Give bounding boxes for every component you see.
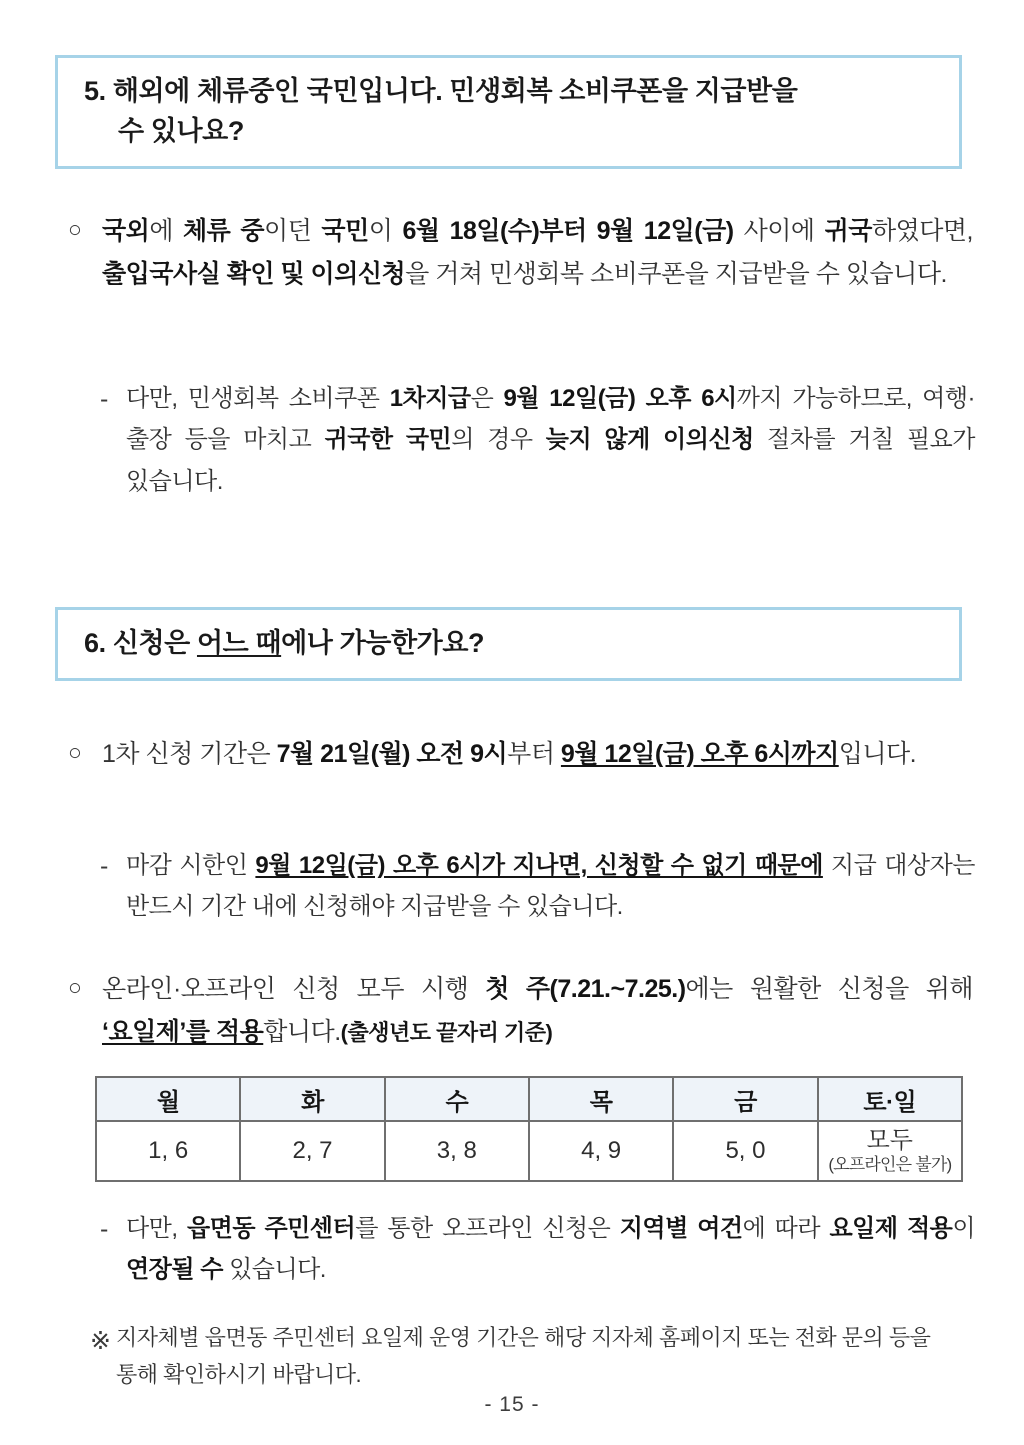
- cell-main-text: 모두: [866, 1127, 913, 1154]
- text-bold: 늦지 않게 이의신청: [545, 426, 754, 454]
- table-cell-fri: [673, 1121, 817, 1181]
- bullet-dash-marker: -: [100, 1215, 108, 1243]
- paragraph-application-period-body: [102, 733, 973, 776]
- text-bold-procedure: 출입국사실 확인 및 이의신청: [102, 260, 406, 288]
- text-plain: 이: [952, 1215, 975, 1242]
- paragraph-reference-note-body: 지자체별 읍면동 주민센터 요일제 운영 기간은 해당 지자체 홈페이지 또는 전화 문의 등을 통해 확인하시기 바랍니다.: [116, 1325, 931, 1387]
- table-row: [96, 1121, 962, 1181]
- cell-main-text: 5, 0: [725, 1137, 766, 1165]
- text-plain: 입니다.: [838, 740, 917, 768]
- weekday-schedule-table: [95, 1076, 963, 1182]
- text-plain: 에: [149, 217, 184, 245]
- text-bold: 국외: [102, 217, 150, 245]
- text-plain: 있습니다.: [222, 1256, 326, 1284]
- text-bold: 요일제 적용: [829, 1215, 953, 1242]
- table-cell-satsun: [818, 1121, 962, 1181]
- text-plain: 1차 신청 기간은: [102, 740, 277, 768]
- bullet-circle-marker: ○: [68, 739, 82, 765]
- question-5-line-1: 5. 해외에 체류중인 국민입니다. 민생회복 소비쿠폰을 지급받을: [84, 76, 798, 106]
- text-bold: 체류 중: [183, 217, 265, 245]
- cell-main-text: 3, 8: [436, 1137, 477, 1165]
- question-box-6: [55, 607, 962, 681]
- text-bold-underline-deadline: 9월 12일(금) 오후 6시가 지나면, 신청할 수 없기 때문에: [255, 852, 823, 879]
- table-header-satsun: 토·일: [818, 1077, 962, 1121]
- cell-main-text: 1, 6: [148, 1137, 189, 1165]
- cell-sub-text: (오프라인은 불가): [828, 1154, 952, 1174]
- question-6-prefix: 6. 신청은: [84, 628, 197, 658]
- paragraph-overseas-return: [68, 210, 973, 296]
- bullet-circle-marker: ○: [68, 974, 82, 1000]
- paragraph-offline-extension-body: [126, 1208, 975, 1291]
- table-header-tue: 화: [240, 1077, 384, 1121]
- reference-mark-icon: ※: [90, 1327, 111, 1355]
- table-cell-tue: [240, 1121, 384, 1181]
- paragraph-weekday-system: [68, 968, 973, 1054]
- paragraph-deadline-warning-body: [126, 845, 975, 928]
- text-plain: 에는 원활한 신청을 위해: [685, 975, 974, 1003]
- text-bold-underline-end-time: 9월 12일(금) 오후 6시까지: [560, 740, 839, 768]
- text-plain: 다만, 민생회복 소비쿠폰: [126, 385, 390, 412]
- table-header-wed: 수: [385, 1077, 529, 1121]
- paragraph-weekday-system-body: [102, 968, 973, 1054]
- table-header-fri: 금: [673, 1077, 817, 1121]
- text-plain: 을 거쳐 민생회복 소비쿠폰을 지급받을 수 있습니다.: [405, 260, 947, 288]
- table-cell-thu: [529, 1121, 673, 1181]
- cell-main-text: 2, 7: [292, 1137, 333, 1165]
- table-header-row: [96, 1077, 962, 1121]
- text-bold-birthyear-note: (출생년도 끝자리 기준): [340, 1020, 553, 1045]
- table-header-mon: 월: [96, 1077, 240, 1121]
- text-bold: 귀국: [824, 217, 872, 245]
- text-plain: 하였다면,: [871, 217, 973, 245]
- text-plain: 를 통한 오프라인 신청은: [355, 1215, 620, 1242]
- text-bold-date-range: 6월 18일(수)부터 9월 12일(금): [402, 217, 734, 245]
- paragraph-offline-extension: [100, 1208, 975, 1291]
- cell-main-text: 4, 9: [581, 1137, 622, 1165]
- table-cell-wed: [385, 1121, 529, 1181]
- text-plain: 은: [470, 385, 504, 412]
- text-bold-deadline: 9월 12일(금) 오후 6시: [503, 385, 737, 412]
- paragraph-reference-note: [90, 1320, 975, 1394]
- paragraph-deadline-warning: [100, 845, 975, 928]
- text-plain: 이던: [264, 217, 322, 245]
- table-header-thu: 목: [529, 1077, 673, 1121]
- text-bold-regional: 지역별 여건: [619, 1215, 743, 1242]
- text-plain: 절차를 거칠 필요가 있습니다.: [126, 426, 975, 495]
- text-plain: 에 따라: [742, 1215, 830, 1242]
- text-bold-underline-weekday-system: ‘요일제’를 적용: [102, 1018, 264, 1046]
- text-plain: 마감 시한인: [126, 852, 256, 879]
- paragraph-overseas-return-body: [102, 210, 973, 296]
- question-box-5: [55, 55, 962, 169]
- question-6-line: [84, 624, 939, 664]
- text-plain: 합니다.: [263, 1018, 341, 1046]
- paragraph-first-payment-deadline-body: [126, 378, 975, 502]
- bullet-circle-marker: ○: [68, 216, 82, 242]
- text-plain: 부터: [507, 740, 561, 768]
- text-plain: 까지 가능하므로, 여행·출장 등을 마치고: [126, 385, 976, 454]
- paragraph-application-period: [68, 733, 973, 776]
- text-bold: 귀국한 국민: [324, 426, 452, 454]
- question-5-line-2: 수 있나요?: [118, 115, 244, 146]
- text-plain: 이: [368, 217, 403, 245]
- text-bold-start-time: 7월 21일(월) 오전 9시: [276, 740, 508, 768]
- paragraph-first-payment-deadline: [100, 378, 975, 502]
- bullet-dash-marker: -: [100, 385, 108, 413]
- bullet-dash-marker: -: [100, 852, 108, 880]
- question-6-suffix: 에나 가능한가요?: [281, 628, 485, 658]
- page-number: - 15 -: [484, 1393, 540, 1416]
- text-bold: 1차지급: [389, 385, 471, 412]
- text-plain: 다만,: [126, 1215, 187, 1242]
- text-plain: 의 경우: [451, 426, 546, 454]
- text-plain: 사이에: [733, 217, 825, 245]
- table-cell-mon: [96, 1121, 240, 1181]
- text-bold: 국민: [321, 217, 369, 245]
- question-6-underlined: 어느 때: [196, 628, 282, 658]
- text-bold: 연장될 수: [126, 1256, 223, 1284]
- text-bold-community-center: 읍면동 주민센터: [186, 1215, 356, 1242]
- text-plain: 지급 대상자는 반드시 기간 내에 신청해야 지급받을 수 있습니다.: [126, 852, 975, 921]
- text-bold-first-week: 첫 주(7.21.~7.25.): [485, 975, 686, 1003]
- text-plain: 온라인·오프라인 신청 모두 시행: [102, 975, 486, 1003]
